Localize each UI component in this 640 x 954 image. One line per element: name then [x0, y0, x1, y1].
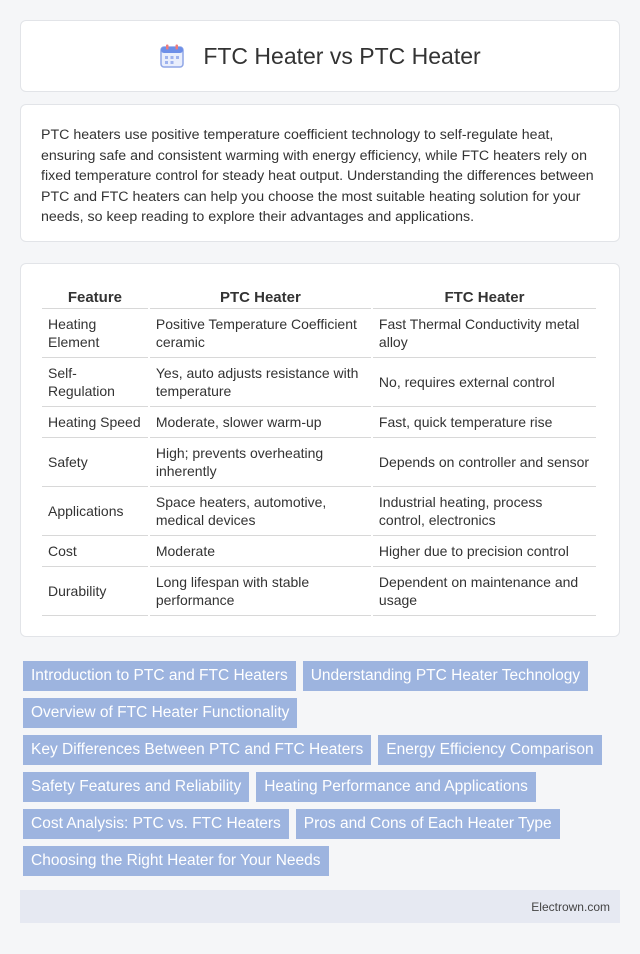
- table-cell-ptc: Moderate, slower warm-up: [150, 407, 371, 438]
- table-cell-ftc: Higher due to precision control: [373, 536, 596, 567]
- tag-heating-performance[interactable]: Heating Performance and Applications: [256, 772, 536, 802]
- table-cell-ptc: Positive Temperature Coefficient ceramic: [150, 309, 371, 358]
- tag-row: [23, 661, 623, 691]
- table-row: [42, 407, 596, 438]
- table-header-row: [42, 284, 596, 309]
- tag-row: [23, 698, 623, 728]
- comparison-table-card: [20, 263, 620, 637]
- table-row: [42, 536, 596, 567]
- calendar-icon: [159, 43, 185, 69]
- table-row: [42, 438, 596, 487]
- table-cell-ftc: Fast Thermal Conductivity metal alloy: [373, 309, 596, 358]
- table-cell-ptc: Long lifespan with stable performance: [150, 567, 371, 616]
- table-cell-feature: Heating Speed: [42, 407, 148, 438]
- table-row: [42, 567, 596, 616]
- table-cell-feature: Self-Regulation: [42, 358, 148, 407]
- tag-key-differences[interactable]: Key Differences Between PTC and FTC Heaters: [23, 735, 371, 765]
- table-cell-feature: Durability: [42, 567, 148, 616]
- table-cell-ptc: High; prevents overheating inherently: [150, 438, 371, 487]
- header-ptc: PTC Heater: [150, 284, 371, 309]
- tag-choosing-heater[interactable]: Choosing the Right Heater for Your Needs: [23, 846, 329, 876]
- table-cell-feature: Cost: [42, 536, 148, 567]
- tag-row: [23, 846, 623, 876]
- tag-introduction[interactable]: Introduction to PTC and FTC Heaters: [23, 661, 296, 691]
- tag-energy-efficiency[interactable]: Energy Efficiency Comparison: [378, 735, 601, 765]
- footer-brand[interactable]: Electrown.com: [531, 899, 610, 914]
- table-row: [42, 358, 596, 407]
- tag-row: [23, 772, 623, 802]
- footer: [20, 890, 620, 923]
- table-cell-ftc: Fast, quick temperature rise: [373, 407, 596, 438]
- table-cell-ftc: Industrial heating, process control, electronics: [373, 487, 596, 536]
- table-cell-ptc: Space heaters, automotive, medical devices: [150, 487, 371, 536]
- table-row: [42, 487, 596, 536]
- table-cell-ftc: Dependent on maintenance and usage: [373, 567, 596, 616]
- title-card: [20, 20, 620, 92]
- tag-ftc-overview[interactable]: Overview of FTC Heater Functionality: [23, 698, 297, 728]
- page-title: FTC Heater vs PTC Heater: [203, 42, 481, 69]
- tag-row: [23, 735, 623, 765]
- topic-tags: [23, 661, 623, 883]
- table-cell-ptc: Moderate: [150, 536, 371, 567]
- table-cell-feature: Applications: [42, 487, 148, 536]
- table-row: [42, 309, 596, 358]
- table-cell-feature: Safety: [42, 438, 148, 487]
- header-feature: Feature: [42, 284, 148, 309]
- intro-card: [20, 104, 620, 242]
- tag-cost-analysis[interactable]: Cost Analysis: PTC vs. FTC Heaters: [23, 809, 289, 839]
- table-cell-ftc: Depends on controller and sensor: [373, 438, 596, 487]
- table-cell-feature: Heating Element: [42, 309, 148, 358]
- tag-ptc-technology[interactable]: Understanding PTC Heater Technology: [303, 661, 588, 691]
- tag-safety-features[interactable]: Safety Features and Reliability: [23, 772, 249, 802]
- comparison-table: [40, 284, 598, 616]
- table-cell-ftc: No, requires external control: [373, 358, 596, 407]
- intro-text: PTC heaters use positive temperature coefficient technology to self-regulate heat, ensuring safe and consistent warming with energy efficiency, while FTC heaters rely on fixed temperature control for steady heat output. Understanding the differences between PTC and FTC heaters can help you choose the most suitable heating solution for your needs, so keep reading to explore their advantages and applications.: [41, 127, 594, 225]
- tag-pros-cons[interactable]: Pros and Cons of Each Heater Type: [296, 809, 560, 839]
- table-cell-ptc: Yes, auto adjusts resistance with temperature: [150, 358, 371, 407]
- header-ftc: FTC Heater: [373, 284, 596, 309]
- tag-row: [23, 809, 623, 839]
